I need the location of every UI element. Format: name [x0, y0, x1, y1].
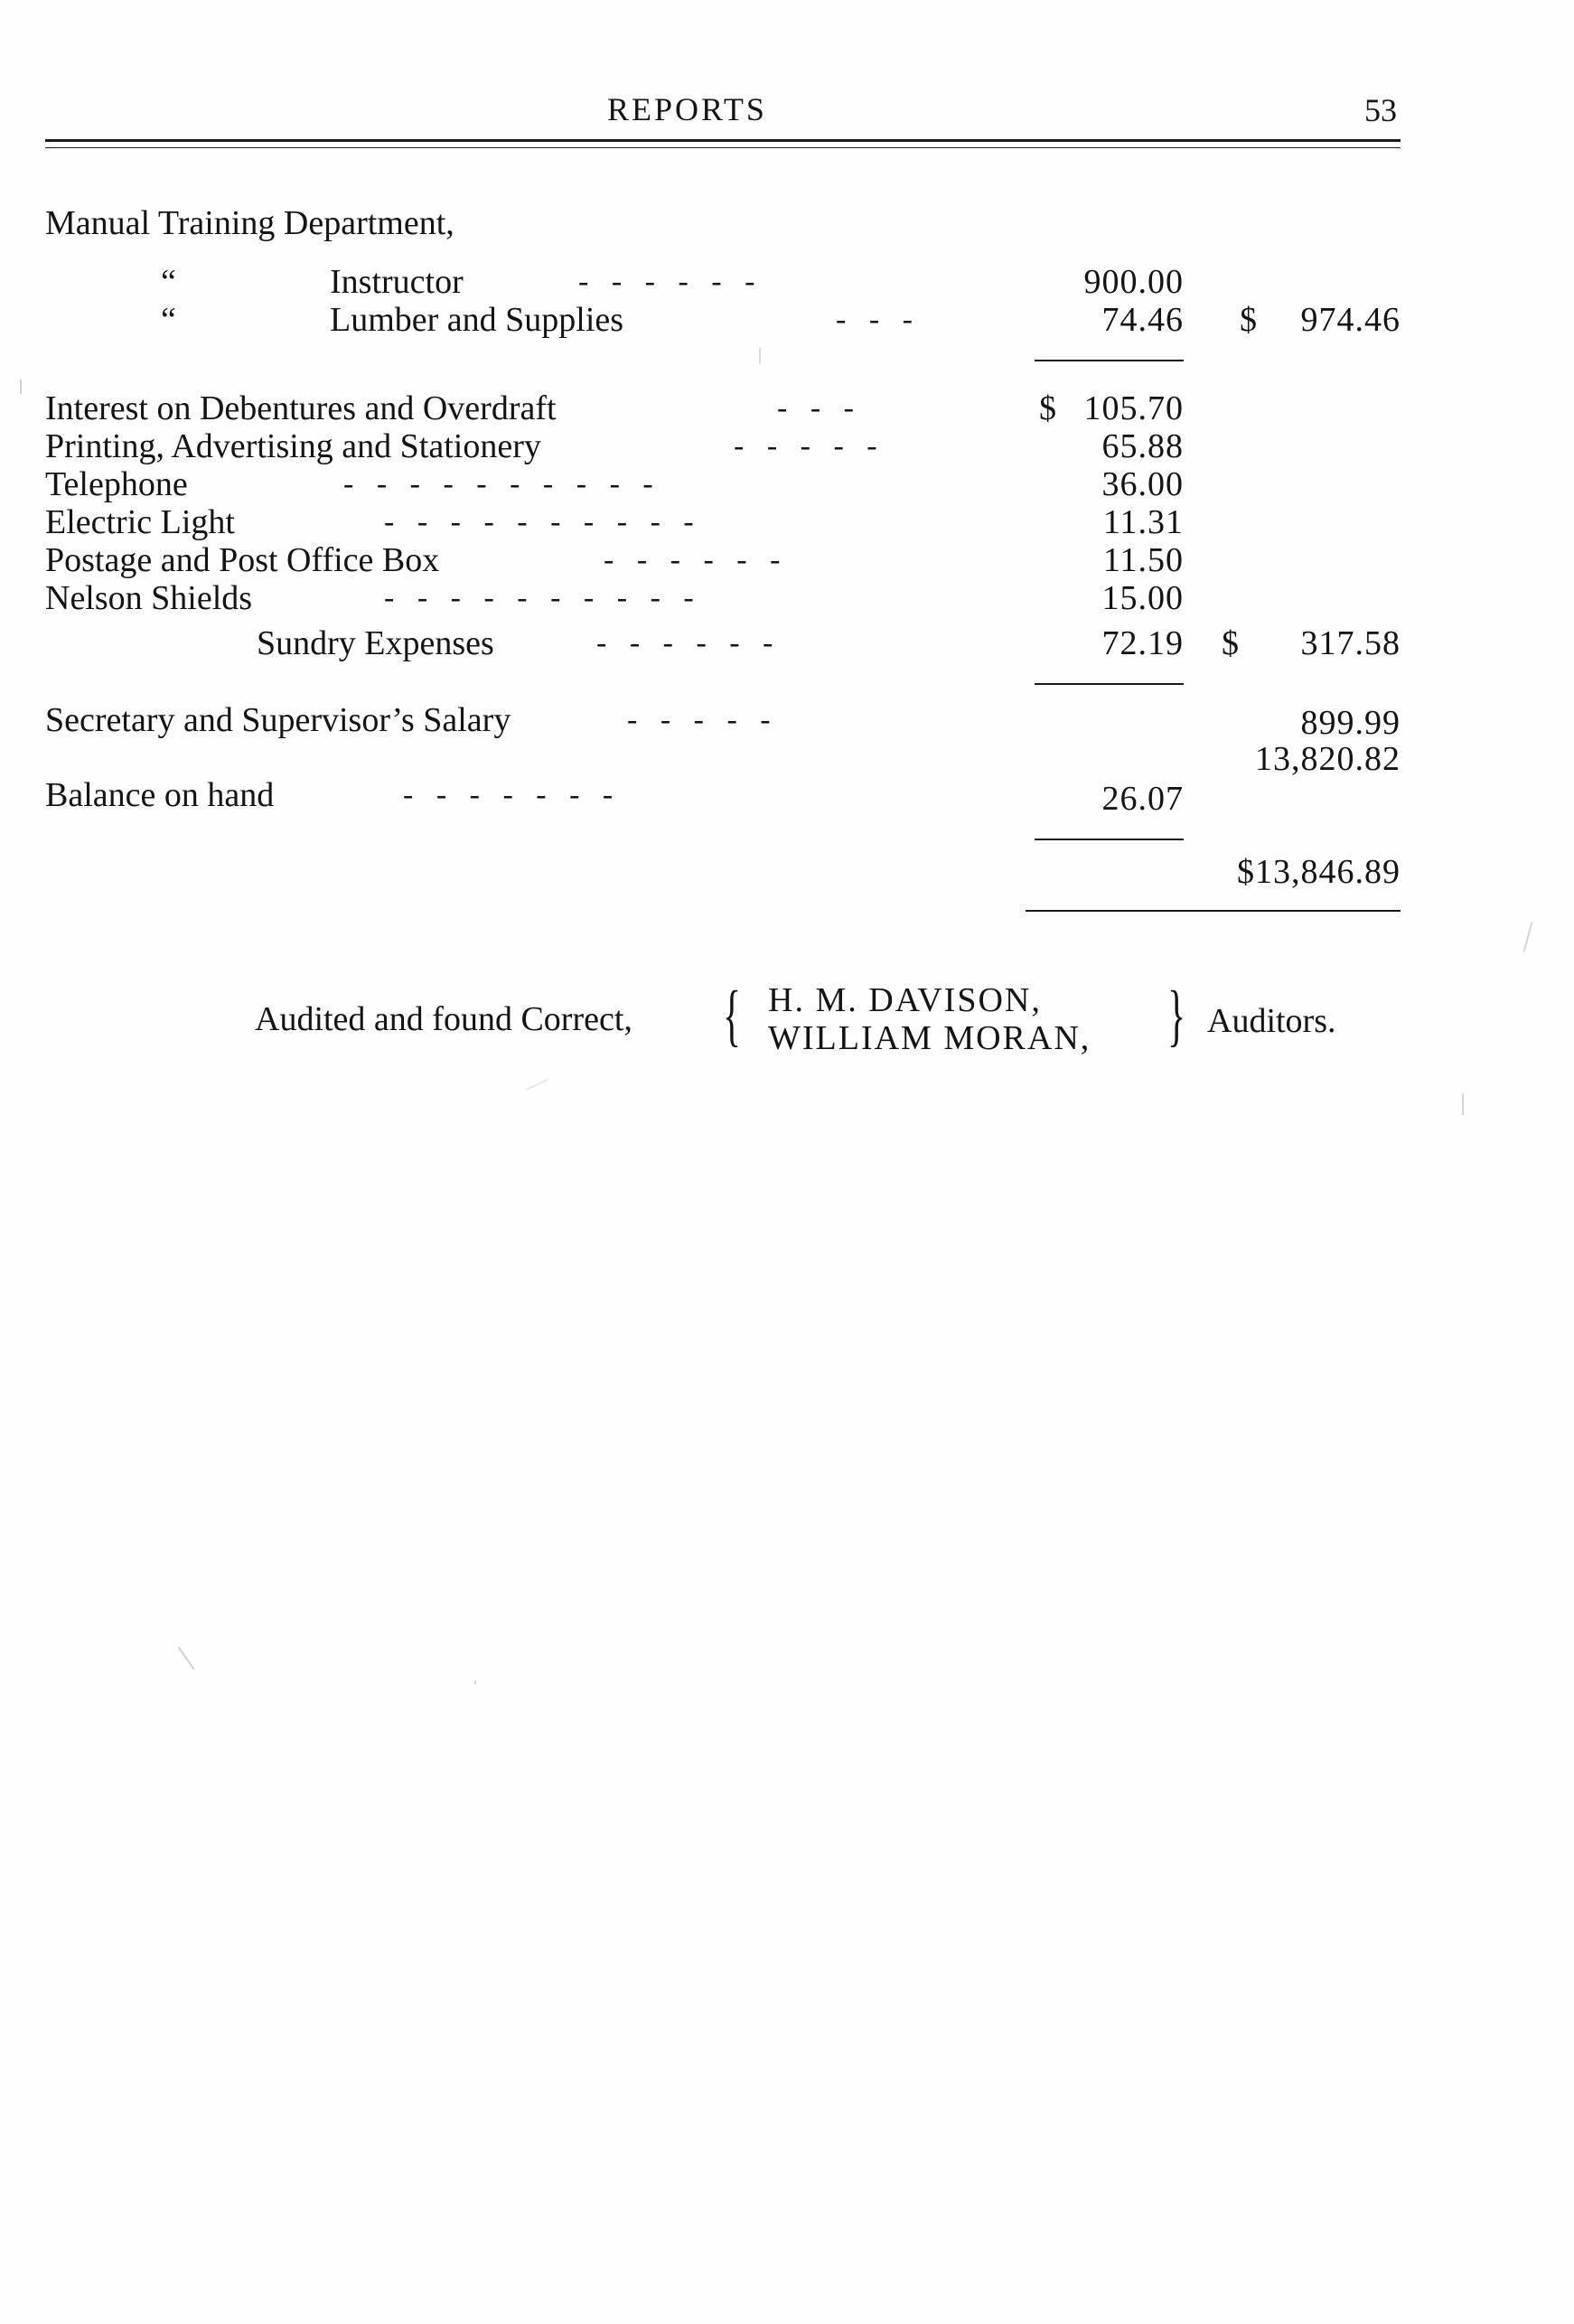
amount-dollar-sign: $: [1039, 389, 1056, 427]
scan-speck: [20, 380, 22, 394]
subtotal-rule: [1035, 683, 1184, 685]
leader-dashes: - - - - -: [627, 703, 771, 736]
total-dollar-sign: $: [1240, 301, 1257, 339]
row-label: Secretary and Supervisor’s Salary: [45, 701, 511, 739]
scan-speck: [178, 1646, 195, 1670]
manual-training-heading: Manual Training Department,: [45, 204, 454, 242]
leader-dashes: - - - - - - - - - -: [384, 505, 694, 539]
total-dollar-sign: $: [1222, 624, 1239, 662]
row-amount: 36.00: [1101, 465, 1184, 503]
leader-dashes: - - - - -: [734, 429, 877, 463]
ditto-mark: “: [161, 301, 176, 339]
scan-speck: [1523, 922, 1533, 951]
subtotal-rule: [1035, 839, 1184, 840]
right-brace: }: [1167, 978, 1186, 1054]
auditor-name: H. M. DAVISON,: [768, 981, 1042, 1019]
header-rule-top: [45, 139, 1401, 142]
header-rule-bottom: [45, 147, 1401, 148]
row-amount: 74.46: [1101, 301, 1184, 339]
running-header-title: REPORTS: [607, 91, 767, 127]
leader-dashes: - - - - - -: [596, 626, 773, 660]
grand-total-rule: [1026, 910, 1401, 912]
row-label: Postage and Post Office Box: [45, 541, 440, 579]
leader-dashes: - - - - - - -: [403, 778, 614, 811]
grand-total: $13,846.89: [1237, 853, 1401, 891]
row-label: Printing, Advertising and Stationery: [45, 427, 541, 465]
row-amount: 105.70: [1083, 389, 1184, 427]
leader-dashes: - - - - - - - - - -: [384, 581, 694, 614]
ditto-mark: “: [161, 263, 176, 301]
leader-dashes: - - - - - -: [578, 265, 755, 298]
row-amount: 900.00: [1083, 263, 1184, 301]
row-amount: 65.88: [1101, 427, 1184, 465]
leader-dashes: - - -: [777, 391, 854, 425]
row-total: 317.58: [1300, 624, 1401, 662]
leader-dashes: - - -: [836, 303, 913, 336]
audit-statement: Audited and found Correct,: [255, 1000, 632, 1038]
leader-dashes: - - - - - -: [604, 543, 781, 576]
row-total: 974.46: [1300, 301, 1401, 339]
row-label: Instructor: [330, 263, 464, 301]
scan-speck: [759, 348, 761, 364]
scan-speck: [474, 1681, 476, 1684]
subtotal-rule: [1035, 360, 1184, 361]
row-total: 899.99: [1300, 704, 1401, 742]
row-label: Interest on Debentures and Overdraft: [45, 389, 557, 427]
row-label: Balance on hand: [45, 776, 275, 814]
scan-speck: [1462, 1093, 1464, 1115]
left-brace: {: [723, 978, 742, 1054]
row-amount: 15.00: [1101, 579, 1184, 617]
row-label: Telephone: [45, 465, 188, 503]
row-label: Nelson Shields: [45, 579, 253, 617]
scan-speck: [525, 1079, 548, 1091]
subtotal-amount: 13,820.82: [1255, 740, 1401, 778]
row-amount: 11.31: [1102, 503, 1184, 541]
row-label: Electric Light: [45, 503, 235, 541]
row-label: Lumber and Supplies: [330, 301, 624, 339]
row-label: Sundry Expenses: [257, 624, 494, 662]
auditor-name: WILLIAM MORAN,: [768, 1019, 1091, 1057]
leader-dashes: - - - - - - - - - -: [343, 467, 653, 501]
row-amount: 11.50: [1102, 541, 1184, 579]
row-amount: 26.07: [1101, 780, 1184, 818]
auditors-label: Auditors.: [1207, 1002, 1336, 1040]
page-number: 53: [1364, 92, 1397, 128]
row-amount: 72.19: [1101, 624, 1184, 662]
